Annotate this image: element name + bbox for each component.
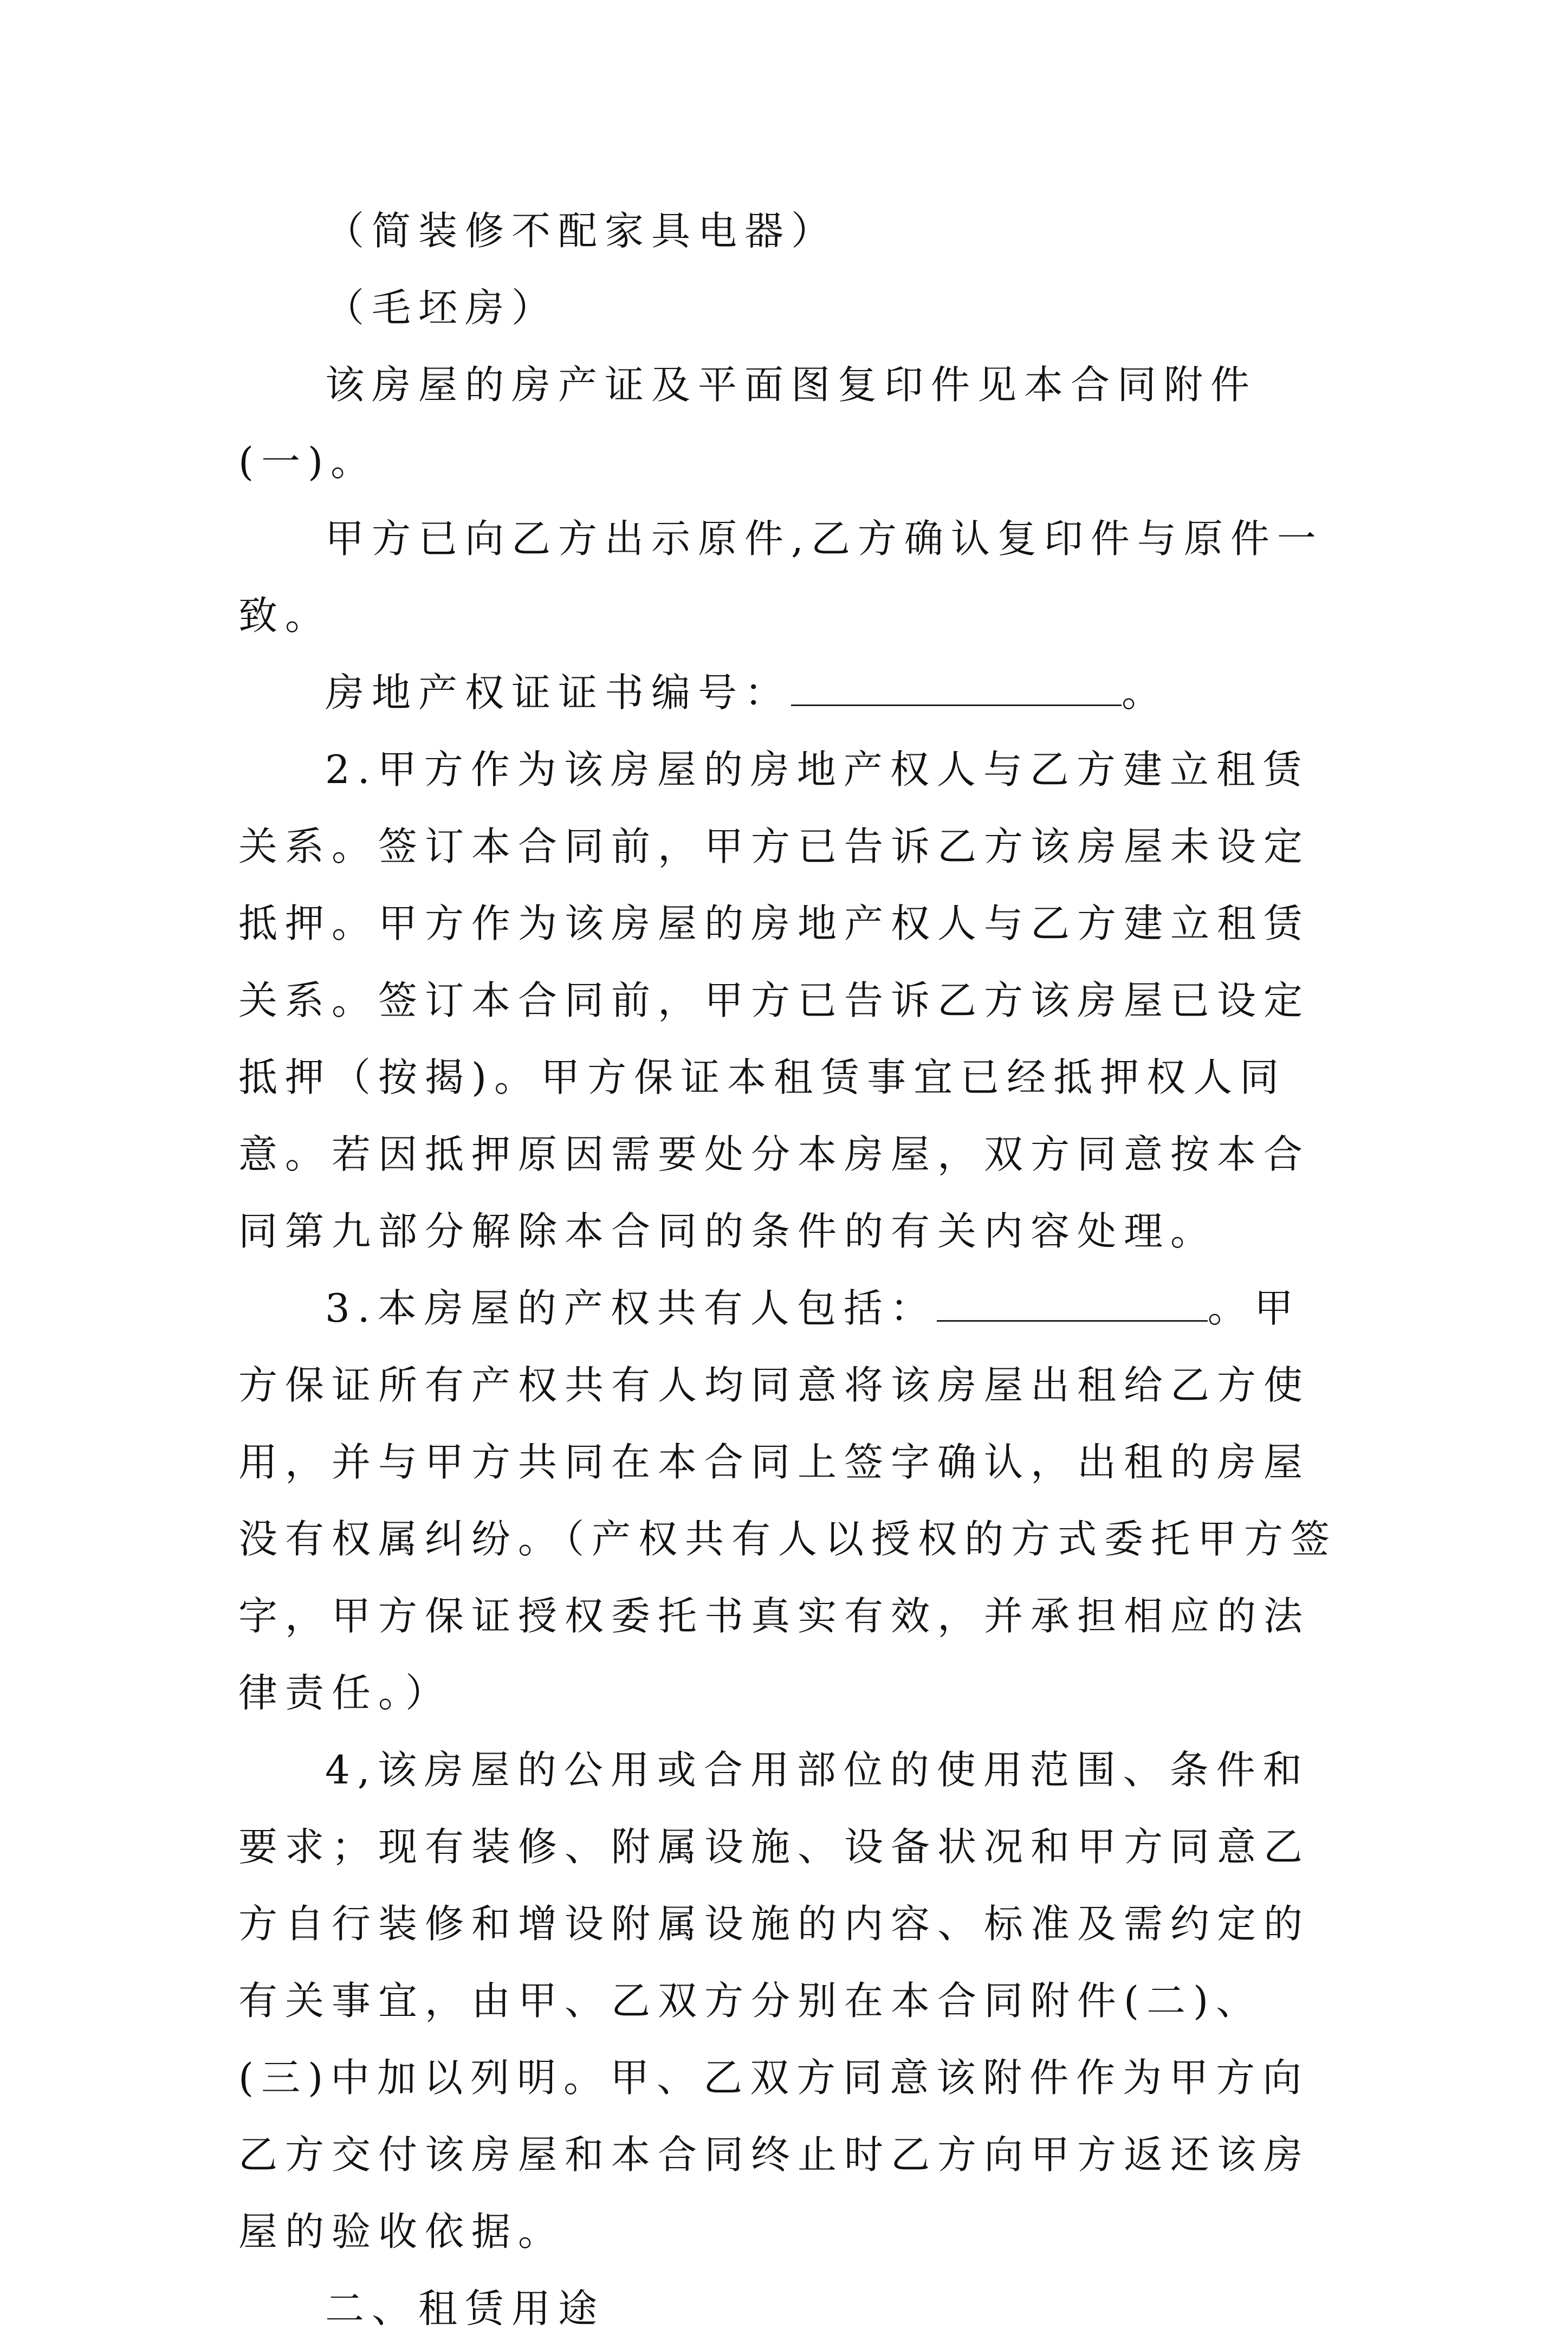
co-owners-blank[interactable] — [937, 1288, 1208, 1322]
line-simple-decoration: （简装修不配家具电器） — [325, 208, 838, 254]
document-body — [238, 192, 1344, 2347]
co-owners-label: 3.本房屋的产权共有人包括： — [325, 1285, 937, 1331]
clause-4-shared-areas: 4,该房屋的公用或合用部位的使用范围、条件和要求；现有装修、附属设施、设备状况和甲方同意乙方自行装修和增设附属设施的内容、标准及需约定的有关事宜，由甲、乙双方分别在本合同附件(二)、(三)中加以列明。甲、乙双方同意该附件作为甲方向乙方交付该房屋和本合同终止时乙方向甲方返还该房屋的验收依据。 — [238, 1747, 1311, 2254]
certificate-number-blank[interactable] — [791, 672, 1122, 706]
line-certificate-number — [238, 654, 1344, 731]
line-certificate-copy: 该房屋的房产证及平面图复印件见本合同附件(一)。 — [238, 362, 1258, 484]
section-2-heading: 二、租赁用途 — [325, 2286, 605, 2331]
line-original-shown: 甲方已向乙方出示原件,乙方确认复印件与原件一致。 — [238, 516, 1324, 638]
clause-2-mortgage: 2.甲方作为该房屋的房地产权人与乙方建立租赁关系。签订本合同前，甲方已告诉乙方该房屋未设定抵押。甲方作为该房屋的房地产权人与乙方建立租赁关系。签订本合同前，甲方已告诉乙方该房屋已设定抵押（按揭)。甲方保证本租赁事宜已经抵押权人同意。若因抵押原因需要处分本房屋，双方同意按本合同第九部分解除本合同的条件的有关内容处理。 — [238, 747, 1311, 1254]
co-owners-text: 。甲方保证所有产权共有人均同意将该房屋出租给乙方使用，并与甲方共同在本合同上签字确认，出租的房屋没有权属纠纷。（产权共有人以授权的方式委托甲方签字，甲方保证授权委托书真实有效，并承担相应的法律责任。） — [238, 1285, 1338, 1716]
certificate-number-period: 。 — [1122, 670, 1169, 715]
certificate-number-label: 房地产权证证书编号： — [325, 670, 792, 715]
line-rough-house: （毛坯房） — [325, 285, 559, 331]
clause-3-co-owners — [238, 1270, 1344, 1731]
